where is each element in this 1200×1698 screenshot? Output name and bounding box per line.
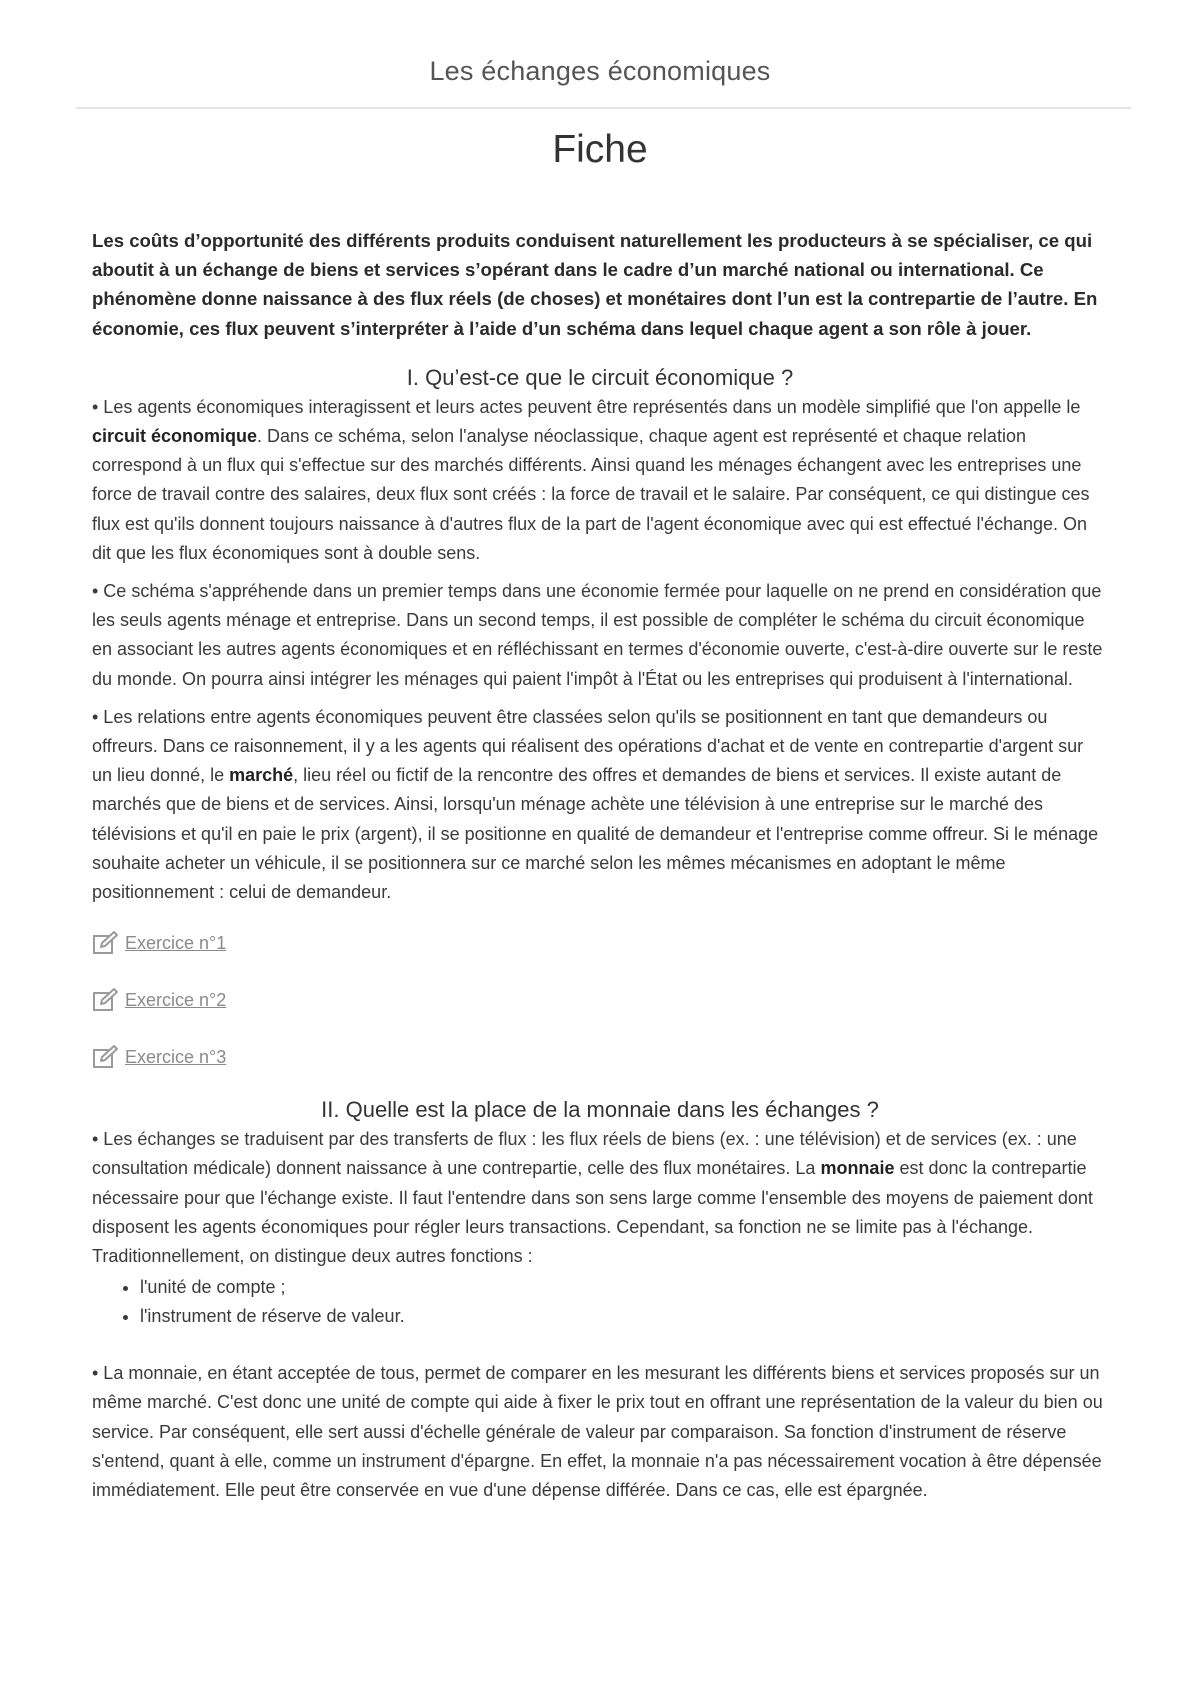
exercise-link-1[interactable] — [92, 928, 1108, 958]
exercise-link-label[interactable]: Exercice n°1 — [125, 932, 227, 953]
section-1-paragraph-1 — [92, 393, 1108, 568]
section-1-heading — [92, 363, 1108, 393]
page-title: Fiche — [552, 128, 648, 171]
exercise-link-2[interactable] — [92, 985, 1108, 1015]
edit-icon — [92, 930, 120, 956]
section-2-number: II. — [321, 1097, 340, 1123]
header-divider — [76, 107, 1131, 109]
exercise-link-label[interactable]: Exercice n°2 — [125, 989, 227, 1010]
keyword-circuit-economique: circuit économique — [92, 426, 258, 447]
list-item: • l'unité de compte ; — [140, 1273, 1108, 1302]
paragraph-text: est donc la contrepartie nécessaire pour que l'échange existe. Il faut l'entendre dans son sens large comme l'ensemble des moyens de paiement dont disposent les agents économiques pour régler leurs transactions. Cependant, sa fonction ne se limite pas à l'échange. Traditionnellement, on distingue deux autres fonctions : — [92, 1158, 1093, 1267]
intro-paragraph: Les coûts d’opportunité des différents produits conduisent naturellement les producteurs à se spécialiser, ce qui aboutit à un échange de biens et services s’opérant dans le cadre d’un marché national ou international. Ce phénomène donne naissance à des flux réels (de choses) et monétaires dont l’un est la contrepartie de l’autre. En économie, ces flux peuvent s’interpréter à l’aide d’un schéma dans lequel chaque agent a son rôle à jouer. — [92, 230, 1098, 339]
keyword-marche: marché — [229, 765, 294, 786]
paragraph-text: • Les échanges se traduisent par des transferts de flux : les flux réels de biens (ex. : une télévision) et de services (ex. : une consultation médicale) donnent naissance à une contrepartie, celle des flux monétaires. La — [92, 1129, 1077, 1179]
section-2-paragraph-1 — [92, 1125, 1108, 1271]
header-title: Les échanges économiques — [429, 56, 771, 86]
paragraph-text: • Les relations entre agents économiques peuvent être classées selon qu'ils se positionnent en tant que demandeurs ou offreurs. Dans ce raisonnement, il y a les agents qui réalisent des opérations d'achat et de vente en contrepartie d'argent sur un lieu donné, le — [92, 706, 1084, 786]
functions-list — [92, 1273, 1108, 1331]
paragraph-text: , lieu réel ou fictif de la rencontre des offres et demandes de biens et services. Il existe autant de marchés que de biens et de services. Ainsi, lorsqu'un ménage achète une télévision à une entreprise sur le marché des télévisions et qu'il en paie le prix (argent), il se positionne en qualité de demandeur et l'entreprise comme offreur. Si le ménage souhaite acheter un véhicule, il se positionnera sur ce marché selon les mêmes mécanismes en adoptant le même positionnement : celui de demandeur. — [92, 765, 1099, 903]
section-1-paragraph-2: • Ce schéma s'appréhende dans un premier temps dans une économie fermée pour laquelle on ne prend en considération que les seuls agents ménage et entreprise. Dans un second temps, il est possible de compléter le schéma du circuit économique en associant les autres agents économiques et en réfléchissant en termes d'économie ouverte, c'est-à-dire ouverte sur le reste du monde. On pourra ainsi intégrer les ménages qui paient l'impôt à l'État ou les entreprises qui produisent à l'international. — [92, 581, 1103, 689]
list-item: • l'instrument de réserve de valeur. — [140, 1302, 1108, 1331]
keyword-monnaie: monnaie — [820, 1158, 895, 1179]
section-2-heading-text: Quelle est la place de la monnaie dans les échanges ? — [345, 1097, 879, 1123]
paragraph-text: . Dans ce schéma, selon l'analyse néoclassique, chaque agent est représenté et chaque relation correspond à un flux qui s'effectue sur des marchés différents. Ainsi quand les ménages échangent avec les entreprises une force de travail contre des salaires, deux flux sont créés : la force de travail et le salaire. Par conséquent, ce qui distingue ces flux est qu'ils donnent toujours naissance à d'autres flux de la part de l'agent économique avec qui est effectué l'échange. On dit que les flux économiques sont à double sens. — [92, 426, 1090, 563]
exercise-links — [92, 928, 1108, 1072]
section-1-number: I. — [406, 364, 419, 390]
section-1-heading-text: Qu’est-ce que le circuit économique ? — [425, 364, 794, 390]
edit-icon — [92, 987, 120, 1013]
exercise-link-label[interactable]: Exercice n°3 — [125, 1046, 227, 1067]
edit-icon — [92, 1044, 120, 1070]
paragraph-text: • Les agents économiques interagissent et leurs actes peuvent être représentés dans un modèle simplifié que l'on appelle le — [92, 396, 1081, 417]
section-2-heading — [92, 1095, 1108, 1125]
section-2-paragraph-2: • La monnaie, en étant acceptée de tous, permet de comparer en les mesurant les différents biens et services proposés sur un même marché. C'est donc une unité de compte qui aide à fixer le prix tout en offrant une représentation de la valeur du bien ou service. Par conséquent, elle sert aussi d'échelle générale de valeur par comparaison. Sa fonction d'instrument de réserve s'entend, quant à elle, comme un instrument d'épargne. En effet, la monnaie n'a pas nécessairement vocation à être dépensée immédiatement. Elle peut être conservée en vue d'une dépense différée. Dans ce cas, elle est épargnée. — [92, 1363, 1103, 1501]
section-1-paragraph-3 — [92, 703, 1108, 907]
exercise-link-3[interactable] — [92, 1042, 1108, 1072]
document-body — [92, 226, 1108, 1505]
